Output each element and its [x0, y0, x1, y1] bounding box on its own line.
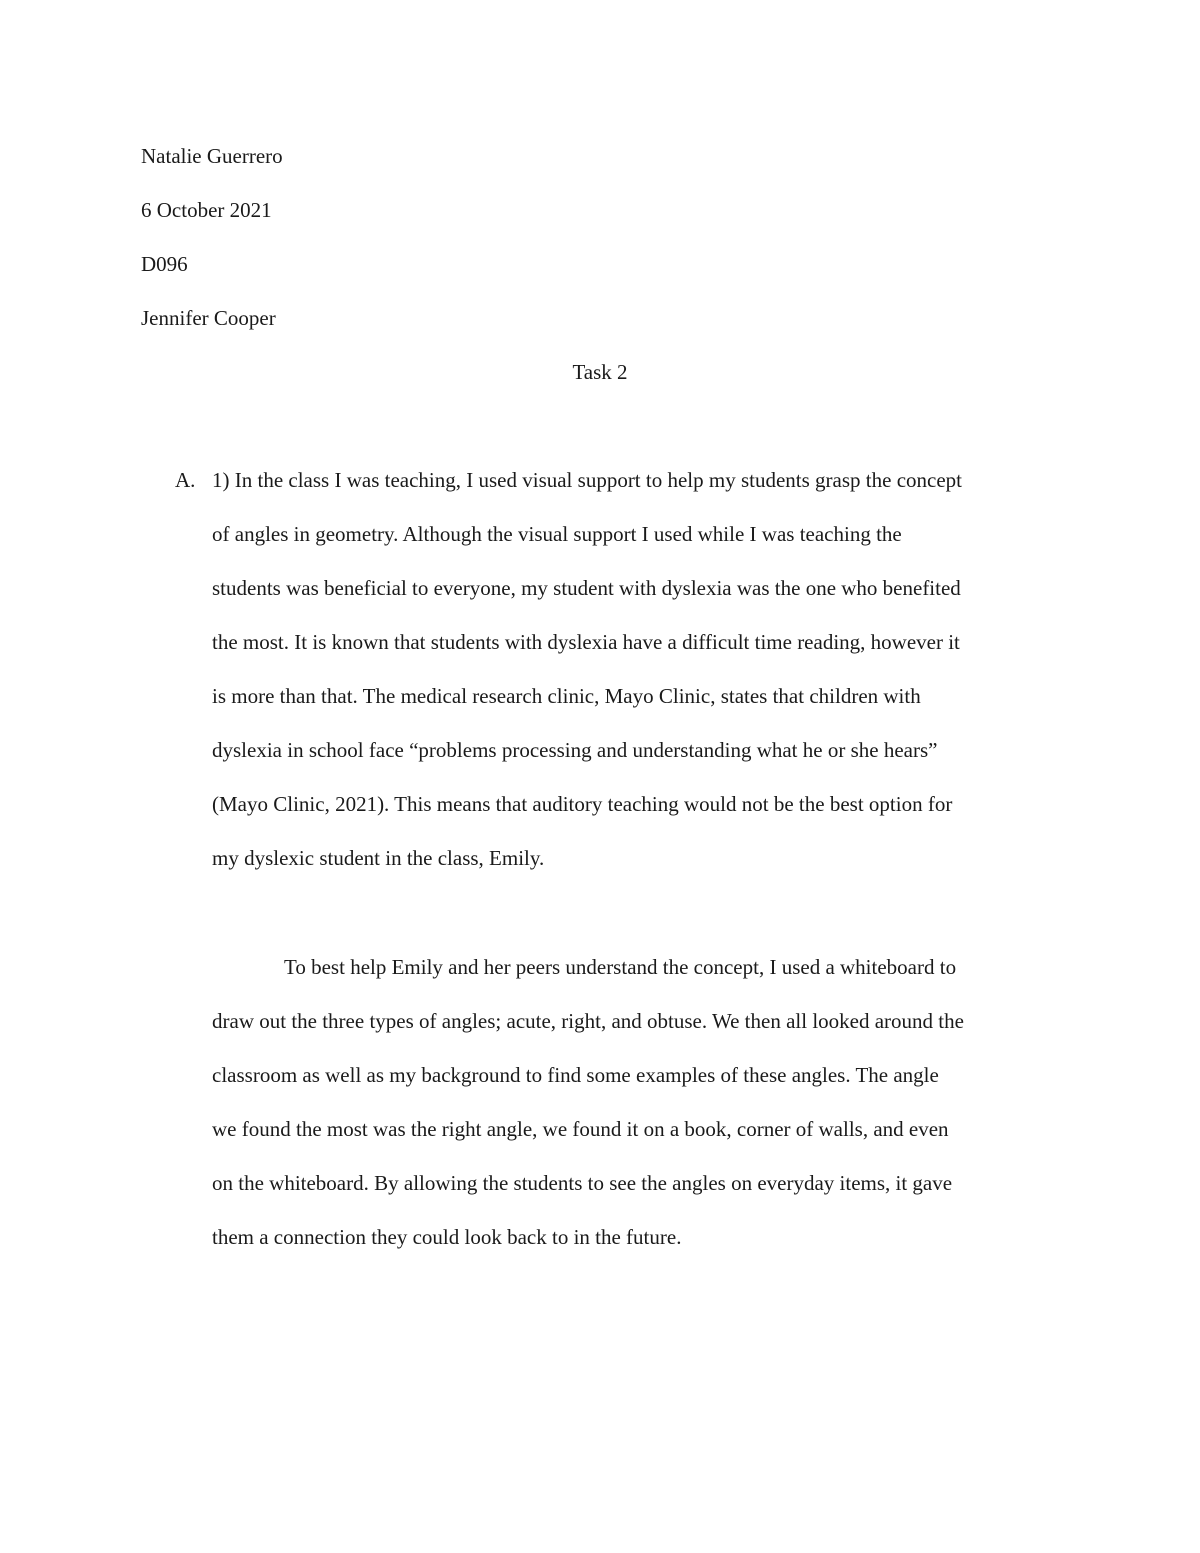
paragraph-line: dyslexia in school face “problems processing and understanding what he or she hears”	[212, 738, 938, 762]
paragraph-line: them a connection they could look back to in the future.	[212, 1225, 682, 1249]
paragraph-line: of angles in geometry. Although the visual support I used while I was teaching the	[212, 522, 902, 546]
paragraph-line: my dyslexic student in the class, Emily.	[212, 846, 545, 870]
paragraph-line: on the whiteboard. By allowing the students to see the angles on everyday items, it gave	[212, 1171, 953, 1195]
paragraph-line: is more than that. The medical research clinic, Mayo Clinic, states that children with	[212, 684, 921, 708]
paragraph-line: we found the most was the right angle, we found it on a book, corner of walls, and even	[212, 1117, 949, 1141]
document-date: 6 October 2021	[141, 198, 272, 222]
paragraph-line: 1) In the class I was teaching, I used visual support to help my students grasp the concept	[212, 468, 962, 492]
paragraph-line: the most. It is known that students with dyslexia have a difficult time reading, however it	[212, 630, 960, 654]
document-title: Task 2	[572, 360, 628, 384]
paragraph-line: draw out the three types of angles; acute, right, and obtuse. We then all looked around the	[212, 1009, 964, 1033]
paragraph-line: (Mayo Clinic, 2021). This means that auditory teaching would not be the best option for	[212, 792, 953, 816]
course-code: D096	[141, 252, 188, 276]
instructor-name: Jennifer Cooper	[141, 306, 276, 330]
list-marker-a: A.	[175, 468, 196, 492]
paragraph-line: classroom as well as my background to find some examples of these angles. The angle	[212, 1063, 939, 1087]
paragraph-line: students was beneficial to everyone, my student with dyslexia was the one who benefited	[212, 576, 961, 600]
paragraph-line: To best help Emily and her peers understand the concept, I used a whiteboard to	[284, 955, 957, 979]
author-name: Natalie Guerrero	[141, 144, 283, 168]
